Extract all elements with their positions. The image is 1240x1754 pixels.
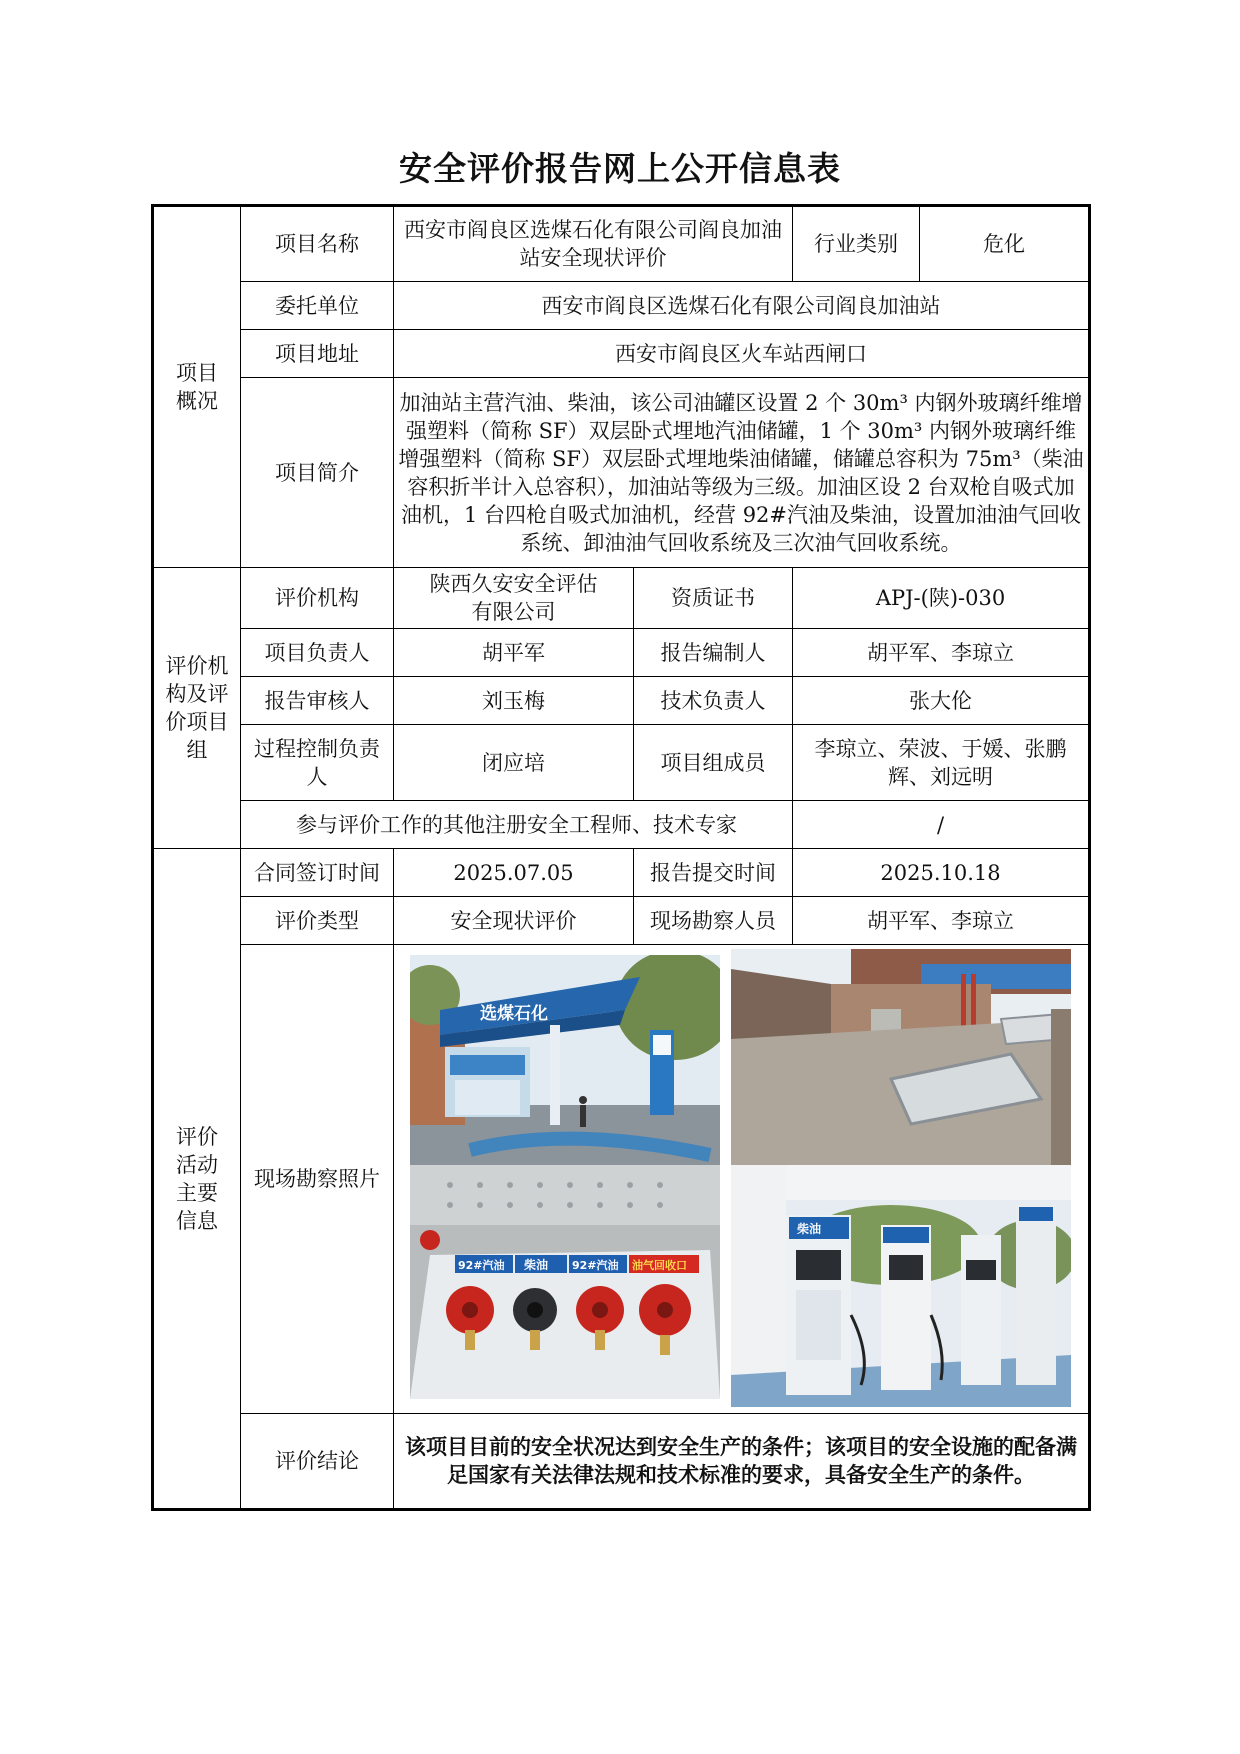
row-process-lead [153,725,1090,801]
value-industry: 危化 [920,206,1090,282]
value-agency: 陕西久安安全评估有限公司 [394,568,634,629]
value-certificate: APJ-(陕)-030 [793,568,1090,629]
photo-dispensers [731,1165,1071,1407]
label-process-lead: 过程控制负责人 [241,725,394,801]
sign-92-text: 92#汽油 [458,1259,505,1272]
row-photos [153,945,1090,1414]
photos-cell [394,945,1090,1414]
label-eval-type: 评价类型 [241,897,394,945]
row-project-name [153,206,1090,282]
label-agency: 评价机构 [241,568,394,629]
row-client [153,282,1090,330]
label-conclusion: 评价结论 [241,1414,394,1510]
value-reviewer: 刘玉梅 [394,677,634,725]
row-summary [153,378,1090,568]
label-other-experts: 参与评价工作的其他注册安全工程师、技术专家 [241,801,793,849]
value-surveyors: 胡平军、李琼立 [793,897,1090,945]
value-project-name: 西安市阎良区选煤石化有限公司阎良加油站安全现状评价 [394,206,793,282]
row-eval-type [153,897,1090,945]
label-reviewer: 报告审核人 [241,677,394,725]
value-client: 西安市阎良区选煤石化有限公司阎良加油站 [394,282,1090,330]
canopy-brand-text: 选煤石化 [480,1004,548,1024]
sign-diesel-text: 柴油 [524,1258,549,1272]
label-photos: 现场勘察照片 [241,945,394,1414]
row-reviewer [153,677,1090,725]
value-contract-date: 2025.07.05 [394,849,634,897]
label-summary: 项目简介 [241,378,394,568]
value-tech-lead: 张大伦 [793,677,1090,725]
sign-vapor-text: 油气回收口 [632,1259,687,1272]
row-other-experts [153,801,1090,849]
page-title: 安全评价报告网上公开信息表 [399,149,841,188]
value-address: 西安市阎良区火车站西闸口 [394,330,1090,378]
value-submit-date: 2025.10.18 [793,849,1090,897]
label-members: 项目组成员 [634,725,793,801]
label-address: 项目地址 [241,330,394,378]
value-members: 李琼立、荣波、于媛、张鹏辉、刘远明 [793,725,1090,801]
label-surveyors: 现场勘察人员 [634,897,793,945]
label-submit-date: 报告提交时间 [634,849,793,897]
value-eval-type: 安全现状评价 [394,897,634,945]
section-overview: 项目概况 [153,206,241,568]
sign-92-text-2: 92#汽油 [572,1259,619,1272]
label-leader: 项目负责人 [241,629,394,677]
value-other-experts: / [793,801,1090,849]
label-contract-date: 合同签订时间 [241,849,394,897]
label-industry: 行业类别 [793,206,920,282]
value-leader: 胡平军 [394,629,634,677]
label-tech-lead: 技术负责人 [634,677,793,725]
label-certificate: 资质证书 [634,568,793,629]
value-conclusion: 该项目目前的安全状况达到安全生产的条件；该项目的安全设施的配备满足国家有关法律法规和技术标准的要求，具备安全生产的条件。 [394,1414,1090,1510]
label-compiler: 报告编制人 [634,629,793,677]
photo-unloading-valves [410,1165,720,1399]
row-agency [153,568,1090,629]
photo-grid [398,947,1090,1411]
photo-tank-area [731,949,1071,1167]
value-compiler: 胡平军、李琼立 [793,629,1090,677]
value-summary: 加油站主营汽油、柴油，该公司油罐区设置 2 个 30m³ 内钢外玻璃纤维增强塑料（简称 SF）双层卧式埋地汽油储罐，1 个 30m³ 内钢外玻璃纤维增强塑料（简称 SF）双层卧式埋地柴油储罐，储罐总容积为 75m³（柴油容积折半计入总容积），加油站等级为三级。加油区设 2 台双枪自吸式加油机，1 台四枪自吸式加油机，经营 92#汽油及柴油，设置加油油气回收系统、卸油油气回收系统及三次油气回收系统。 [394,378,1090,568]
section-org: 评价机构及评价项目组 [153,568,241,849]
row-leader [153,629,1090,677]
section-activity: 评价活动主要信息 [153,849,241,1510]
photo-station-front [410,955,720,1165]
label-client: 委托单位 [241,282,394,330]
info-table [151,204,1091,1511]
value-process-lead: 闭应培 [394,725,634,801]
row-address [153,330,1090,378]
pump-sign-text: 柴油 [797,1222,822,1236]
row-conclusion [153,1414,1090,1510]
label-project-name: 项目名称 [241,206,394,282]
row-dates [153,849,1090,897]
